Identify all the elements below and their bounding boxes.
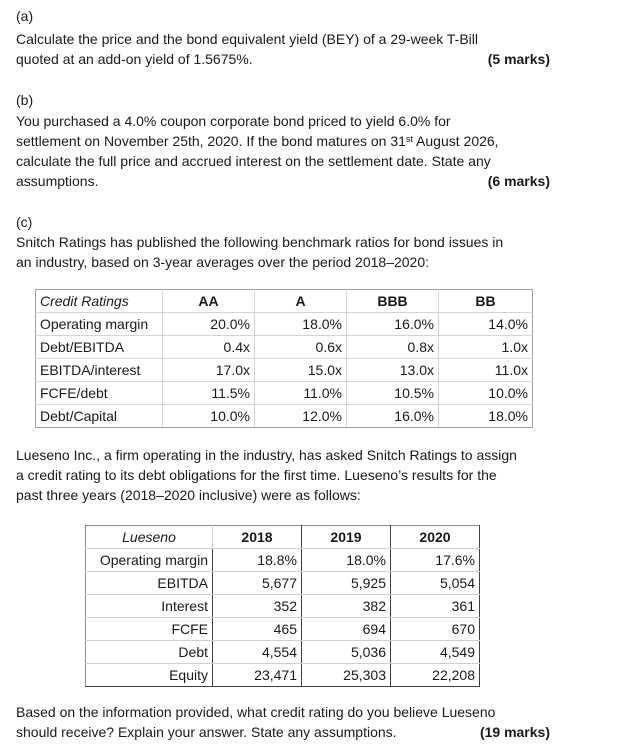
row-label: Debt/EBITDA	[36, 336, 163, 359]
part-c-line-2: an industry, based on 3-year averages over the period 2018–2020:	[16, 254, 430, 270]
cell-bbb: 10.5%	[347, 382, 439, 405]
benchmark-ratios-table	[35, 289, 533, 428]
cell-2019: 18.0%	[302, 549, 391, 572]
cell-2020: 22,208	[391, 664, 480, 687]
part-b-marks: (6 marks)	[487, 173, 550, 189]
cell-2019: 694	[302, 618, 391, 641]
part-a-marks: (5 marks)	[487, 51, 550, 67]
question-line-2: should receive? Explain your answer. State any assumptions.	[16, 724, 397, 740]
row-label: FCFE	[86, 618, 213, 641]
header-aa: AA	[163, 290, 255, 313]
table-row	[36, 313, 533, 336]
question-line-1: Based on the information provided, what credit rating do you believe Lueseno	[16, 704, 496, 720]
cell-aa: 20.0%	[163, 313, 255, 336]
cell-2018: 352	[213, 595, 302, 618]
cell-2020: 5,054	[391, 572, 480, 595]
cell-bbb: 16.0%	[347, 405, 439, 428]
table-row	[36, 359, 533, 382]
header-2019: 2019	[302, 526, 391, 549]
cell-aa: 10.0%	[163, 405, 255, 428]
part-a-label: (a)	[16, 8, 34, 24]
table-row	[86, 664, 480, 687]
cell-2020: 4,549	[391, 641, 480, 664]
row-label: Interest	[86, 595, 213, 618]
cell-2018: 465	[213, 618, 302, 641]
table-header-row	[86, 526, 480, 549]
cell-2019: 382	[302, 595, 391, 618]
row-label: Operating margin	[86, 549, 213, 572]
lueseno-intro-line-3: past three years (2018–2020 inclusive) were as follows:	[16, 487, 361, 503]
header-a: A	[255, 290, 347, 313]
part-b-line-3: calculate the full price and accrued interest on the settlement date. State any	[16, 153, 491, 169]
table-row	[86, 549, 480, 572]
table-row	[86, 595, 480, 618]
row-label: EBITDA	[86, 572, 213, 595]
cell-2020: 670	[391, 618, 480, 641]
cell-aa: 17.0x	[163, 359, 255, 382]
table-row	[36, 382, 533, 405]
cell-bb: 11.0x	[439, 359, 533, 382]
cell-2018: 23,471	[213, 664, 302, 687]
part-b-line-2	[16, 131, 499, 151]
part-a-line-1: Calculate the price and the bond equivalent yield (BEY) of a 29-week T-Bill	[16, 31, 479, 47]
cell-a: 12.0%	[255, 405, 347, 428]
table-row	[86, 618, 480, 641]
cell-bb: 14.0%	[439, 313, 533, 336]
row-label: Debt	[86, 641, 213, 664]
part-b-line-2-post: August 2026,	[412, 133, 499, 149]
header-lueseno: Lueseno	[86, 526, 213, 549]
part-b-line-2-sup: st	[405, 134, 413, 144]
cell-2018: 4,554	[213, 641, 302, 664]
lueseno-results-table	[85, 525, 480, 687]
part-b-line-4: assumptions.	[16, 173, 99, 189]
lueseno-intro-line-1: Lueseno Inc., a firm operating in the industry, has asked Snitch Ratings to assign	[16, 447, 517, 463]
part-c-label: (c)	[16, 214, 33, 230]
cell-2019: 5,925	[302, 572, 391, 595]
table-row	[36, 336, 533, 359]
cell-aa: 11.5%	[163, 382, 255, 405]
part-c-marks: (19 marks)	[479, 724, 550, 740]
cell-a: 0.6x	[255, 336, 347, 359]
header-2018: 2018	[213, 526, 302, 549]
part-b-line-2-pre: settlement on November 25th, 2020. If the bond matures on 31	[16, 133, 406, 149]
cell-2020: 17.6%	[391, 549, 480, 572]
row-label: FCFE/debt	[36, 382, 163, 405]
table-header-row	[36, 290, 533, 313]
cell-bbb: 16.0%	[347, 313, 439, 336]
lueseno-intro-line-2: a credit rating to its debt obligations for the first time. Lueseno’s results for the	[16, 467, 497, 483]
part-c-line-1: Snitch Ratings has published the following benchmark ratios for bond issues in	[16, 234, 504, 250]
cell-2020: 361	[391, 595, 480, 618]
header-2020: 2020	[391, 526, 480, 549]
cell-bbb: 13.0x	[347, 359, 439, 382]
cell-2018: 18.8%	[213, 549, 302, 572]
cell-bb: 1.0x	[439, 336, 533, 359]
header-bb: BB	[439, 290, 533, 313]
cell-aa: 0.4x	[163, 336, 255, 359]
table-row	[86, 641, 480, 664]
cell-bb: 10.0%	[439, 382, 533, 405]
cell-2019: 25,303	[302, 664, 391, 687]
part-a-line-2: quoted at an add-on yield of 1.5675%.	[16, 51, 253, 67]
table-row	[36, 405, 533, 428]
cell-a: 18.0%	[255, 313, 347, 336]
cell-2019: 5,036	[302, 641, 391, 664]
part-b-line-1: You purchased a 4.0% coupon corporate bond priced to yield 6.0% for	[16, 113, 451, 129]
row-label: EBITDA/interest	[36, 359, 163, 382]
header-bbb: BBB	[347, 290, 439, 313]
row-label: Operating margin	[36, 313, 163, 336]
cell-bb: 18.0%	[439, 405, 533, 428]
cell-a: 15.0x	[255, 359, 347, 382]
header-credit-ratings: Credit Ratings	[36, 290, 163, 313]
part-b-label: (b)	[16, 92, 34, 108]
row-label: Equity	[86, 664, 213, 687]
cell-a: 11.0%	[255, 382, 347, 405]
row-label: Debt/Capital	[36, 405, 163, 428]
cell-2018: 5,677	[213, 572, 302, 595]
table-row	[86, 572, 480, 595]
cell-bbb: 0.8x	[347, 336, 439, 359]
